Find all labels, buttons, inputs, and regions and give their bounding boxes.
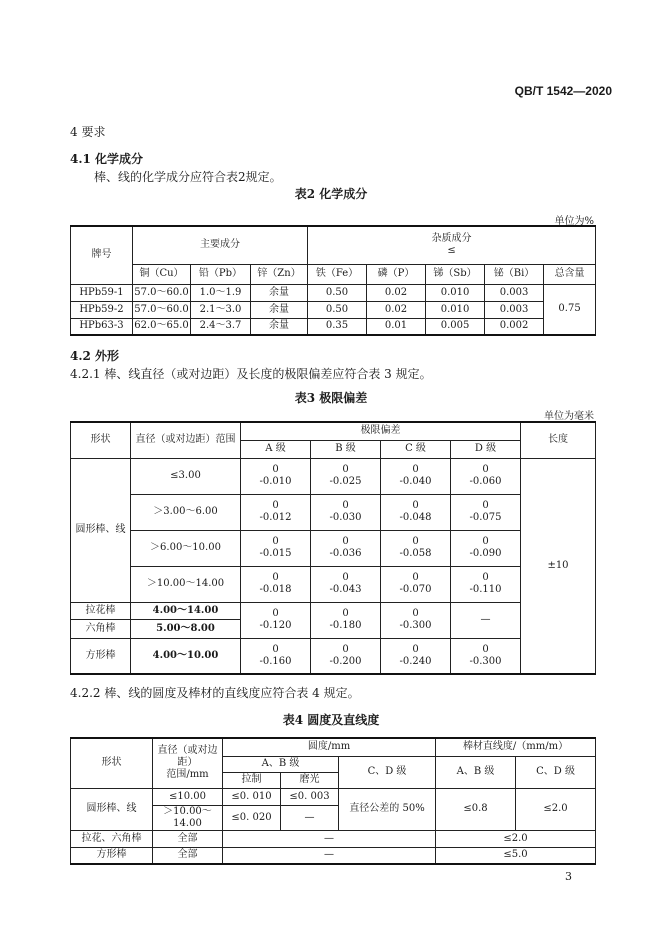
table-row: ＞10.00～14.00 ≤0. 020 — (71, 805, 596, 830)
page-number: 3 (565, 870, 572, 883)
table2 (70, 225, 596, 336)
section-4-2-2-text: 4.2.2 棒、线的圆度及棒材的直线度应符合表 4 规定。 (70, 686, 360, 700)
table3: 形状 直径（或对边距）范围 极限偏差 长度 A 级 B 级 C 级 D 级 圆形棒、线 ≤3.00 0 -0.010 0 -0.025 0 -0.040 0 -0.060 ±10 ＞3.00～6.00 0 -0.012 0 -0.030 0 -0.048 0 -0.075 ＞6.00～10.00 0 -0.015 0 -0.036 0 -0.058 0 -0.090 ＞10.00～14.00 0 -0.018 0 -0.043 0 -0.070 0 -0.110 拉花棒 4.00～14.00 0 -0.120 0 -0.180 0 -0.300 — 六角棒 5.00～8.00 方形棒 4.00～10.00 0 -0.160 0 -0.200 0 -0.240 0 -0.300 (70, 421, 596, 675)
straightness-header: 棒材直线度/（mm/m） (436, 738, 596, 756)
col-p: 磷（P） (367, 264, 426, 284)
section-4-title: 4 要求 (70, 125, 106, 139)
col-pb: 铅（Pb） (191, 264, 251, 284)
col-sb: 锑（Sb） (426, 264, 485, 284)
table-row: HPb59-2 57.0～60.0 2.1～3.0 余量 0.50 0.02 0.010 0.003 (71, 301, 596, 318)
table-row: ＞6.00～10.00 0 -0.015 0 -0.036 0 -0.058 0 -0.090 (71, 530, 596, 566)
col-fe: 铁（Fe） (308, 264, 367, 284)
main-components-header: 主要成分 (133, 226, 308, 264)
table2-unit: 单位为% (554, 216, 594, 227)
table4-caption: 表4 圆度及直线度 (282, 713, 380, 727)
col-cu: 铜（Cu） (133, 264, 191, 284)
limit-header: 极限偏差 (241, 422, 521, 440)
roundness-header: 圆度/mm (223, 738, 436, 756)
table-row: HPb63-3 62.0～65.0 2.4～3.7 余量 0.35 0.01 0.005 0.002 (71, 318, 596, 335)
col-bi: 铋（Bi） (485, 264, 544, 284)
table-row: 方形棒 4.00～10.00 0 -0.160 0 -0.200 0 -0.240 0 -0.300 (71, 638, 596, 674)
diameter-header: 直径（或对边距） 范围/mm (153, 738, 223, 788)
table3-caption: 表3 极限偏差 (294, 391, 368, 405)
table3-unit: 单位为毫米 (544, 411, 594, 422)
table-row: HPb59-1 57.0～60.0 1.0～1.9 余量 0.50 0.02 0.010 0.003 0.75 (71, 284, 596, 301)
col-total: 总含量 (544, 264, 596, 284)
length-value: ±10 (521, 458, 596, 674)
total-value: 0.75 (544, 284, 596, 335)
standard-number: QB/T 1542—2020 (514, 84, 612, 98)
table-row: 六角棒 5.00～8.00 (71, 619, 596, 638)
section-4-1-text: 棒、线的化学成分应符合表2规定。 (94, 170, 282, 184)
section-4-2-1-text: 4.2.1 棒、线直径（或对边距）及长度的极限偏差应符合表 3 规定。 (70, 367, 432, 381)
table-row: ＞10.00～14.00 0 -0.018 0 -0.043 0 -0.070 0 -0.110 (71, 566, 596, 602)
table-row: 方形棒 全部 — ≤5.0 (71, 847, 596, 864)
table-row: 拉花棒 4.00～14.00 0 -0.120 0 -0.180 0 -0.300 — (71, 602, 596, 619)
table2-caption: 表2 化学成分 (294, 187, 368, 201)
diameter-header: 直径（或对边距）范围 (131, 422, 241, 458)
table-row: 圆形棒、线 ≤3.00 0 -0.010 0 -0.025 0 -0.040 0 -0.060 ±10 (71, 458, 596, 494)
table4: 形状 直径（或对边距） 范围/mm 圆度/mm 棒材直线度/（mm/m） A、B 级 C、D 级 A、B 级 C、D 级 拉制 磨光 圆形棒、线 ≤10.00 ≤0. 010 ≤0. 003 直径公差的 50% ≤0.8 ≤2.0 ＞10.00～14.00 ≤0. 020 — 拉花、六角棒 全部 — ≤2.0 方形棒 全部 — ≤5.0 (70, 737, 596, 865)
shape-header: 形状 (71, 422, 131, 458)
grade-header: 牌号 (71, 226, 133, 284)
section-4-1-title: 4.1 化学成分 (70, 152, 144, 166)
table-row: 圆形棒、线 ≤10.00 ≤0. 010 ≤0. 003 直径公差的 50% ≤0.8 ≤2.0 (71, 788, 596, 805)
col-zn: 锌（Zn） (251, 264, 308, 284)
impurity-header: 杂质成分 ≤ (308, 226, 596, 264)
shape-header: 形状 (71, 738, 153, 788)
round-shape-label: 圆形棒、线 (71, 458, 131, 602)
round-shape-label: 圆形棒、线 (71, 788, 153, 830)
length-header: 长度 (521, 422, 596, 458)
table-row: 拉花、六角棒 全部 — ≤2.0 (71, 830, 596, 847)
table-row: ＞3.00～6.00 0 -0.012 0 -0.030 0 -0.048 0 -0.075 (71, 494, 596, 530)
section-4-2-title: 4.2 外形 (70, 349, 120, 363)
